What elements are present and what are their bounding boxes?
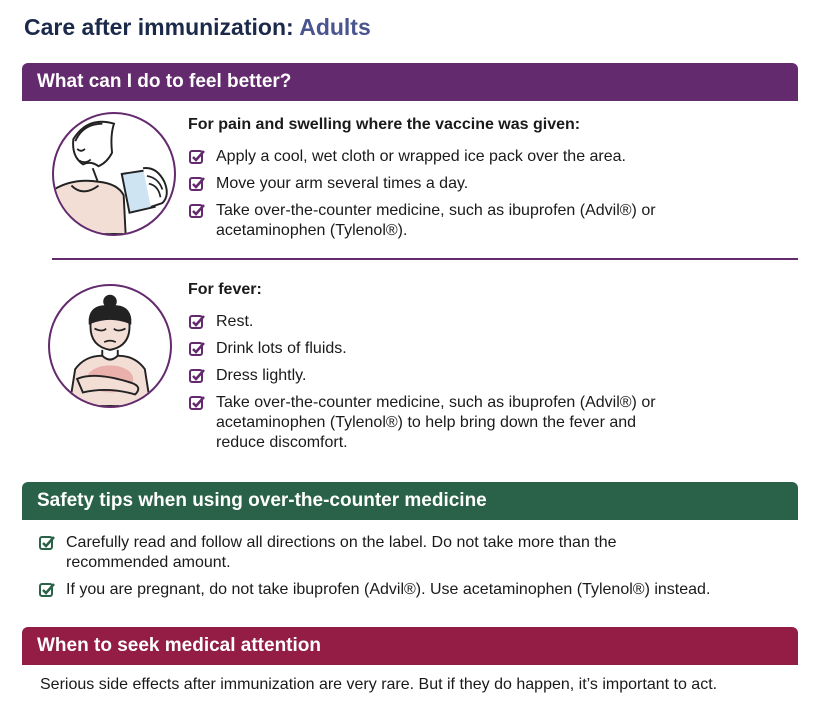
checkbox-checked-icon [188, 202, 206, 220]
person-holding-ice-pack-icon [52, 112, 176, 236]
list-item [188, 339, 656, 359]
fever-subheading: For fever: [188, 281, 262, 298]
list-item [38, 533, 710, 573]
list-item-line: acetaminophen (Tylenol®) to help bring down the fever and [216, 414, 637, 431]
safety-list [38, 533, 710, 607]
checkbox-checked-icon [38, 534, 56, 552]
list-item-line: Dress lightly. [216, 367, 307, 384]
fever-list [188, 312, 656, 460]
list-item [188, 312, 656, 332]
checkbox-checked-icon [38, 581, 56, 599]
list-item-line: If you are pregnant, do not take ibuprofen (Advil®). Use acetaminophen (Tylenol®) instead. [66, 581, 711, 598]
pain-subheading: For pain and swelling where the vaccine was given: [188, 116, 581, 133]
list-item-line: Rest. [216, 313, 254, 330]
list-item-line: Drink lots of fluids. [216, 340, 347, 357]
list-item-line: recommended amount. [66, 554, 231, 571]
list-item-line: acetaminophen (Tylenol®). [216, 222, 408, 239]
feel-better-heading: What can I do to feel better? [22, 63, 798, 101]
list-item [188, 201, 656, 241]
list-item [188, 393, 656, 453]
medical-text: Serious side effects after immunization are very rare. But if they do happen, it’s important to act. [40, 676, 718, 693]
list-item-line: Take over-the-counter medicine, such as ibuprofen (Advil®) or [216, 202, 656, 219]
list-item [188, 147, 656, 167]
list-item-line: Move your arm several times a day. [216, 175, 469, 192]
title-main: Care after immunization: [24, 14, 294, 40]
medical-heading: When to seek medical attention [22, 627, 798, 665]
list-item-line: Apply a cool, wet cloth or wrapped ice pack over the area. [216, 148, 626, 165]
title-accent: Adults [299, 14, 371, 40]
list-item-line: Carefully read and follow all directions on the label. Do not take more than the [66, 534, 617, 551]
checkbox-checked-icon [188, 394, 206, 412]
checkbox-checked-icon [188, 148, 206, 166]
list-item [188, 174, 656, 194]
checkbox-checked-icon [188, 175, 206, 193]
checkbox-checked-icon [188, 367, 206, 385]
person-with-fever-icon [48, 284, 172, 408]
section-divider [52, 258, 798, 260]
pain-list [188, 147, 656, 248]
checkbox-checked-icon [188, 313, 206, 331]
list-item [38, 580, 710, 600]
list-item-line: Take over-the-counter medicine, such as ibuprofen (Advil®) or [216, 394, 656, 411]
list-item-line: reduce discomfort. [216, 434, 348, 451]
checkbox-checked-icon [188, 340, 206, 358]
safety-heading: Safety tips when using over-the-counter medicine [22, 482, 798, 520]
list-item [188, 366, 656, 386]
page-title [24, 14, 371, 41]
